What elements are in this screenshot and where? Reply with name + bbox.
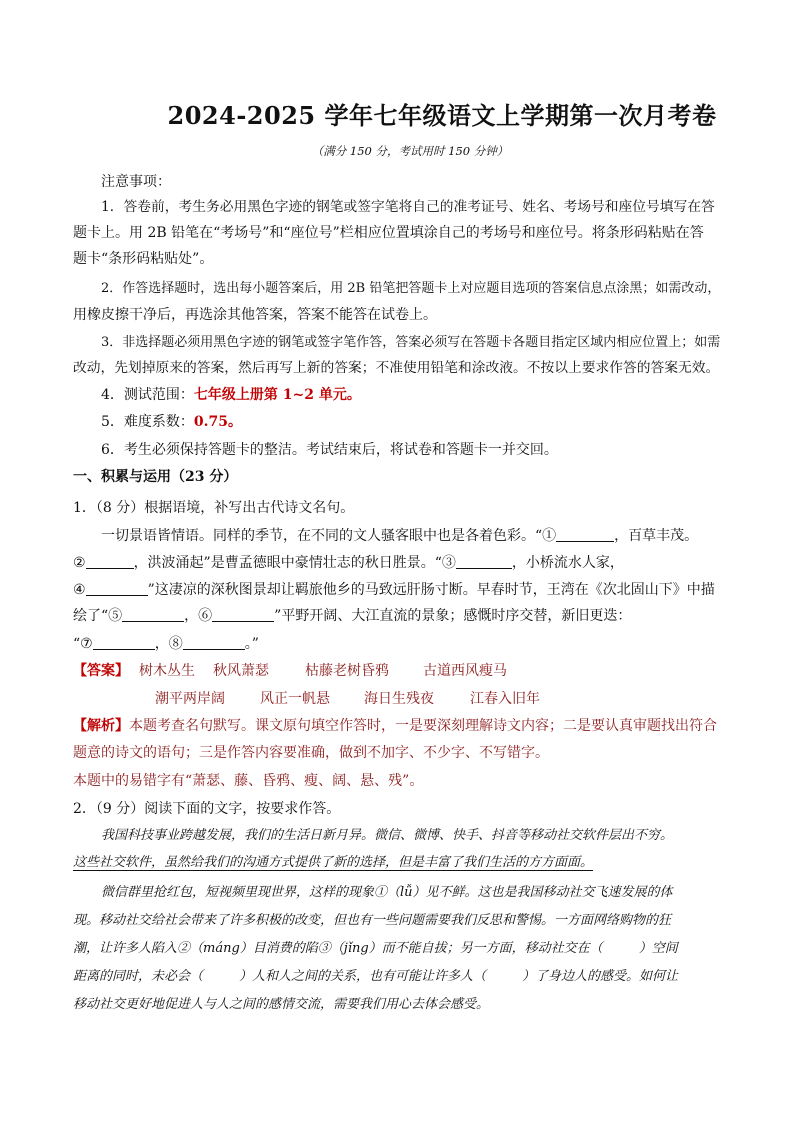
q1-text: 绘了“⑤ [73, 608, 123, 624]
answer-blank-4[interactable] [86, 581, 148, 596]
q1-context-line-5 [73, 634, 723, 654]
answer-item: 秋风萧瑟 [213, 663, 269, 679]
passage-text: ②（máng）目消费的陷 [177, 941, 318, 956]
q1-text: ，小桥流水人家， [511, 555, 624, 571]
q1-text: ，⑥ [184, 608, 213, 624]
q2-passage-line-3 [101, 883, 723, 903]
answer-label: 【答案】 [73, 663, 129, 679]
q1-text: ④ [73, 582, 86, 598]
page-subtitle [0, 143, 794, 159]
q1-text: ，⑧ [154, 636, 183, 652]
q2-passage-line-6 [73, 967, 723, 987]
passage-text: ①（lǚ）见不鲜。这也是我国移动社交飞速发展的体 [374, 885, 673, 900]
q2-passage-line-4: 现。移动社交给社会带来了许多积极的改变，但也有一些问题需要我们反思和警惕。一方面网络购物的狂 [73, 913, 672, 928]
q1-context-line-1 [101, 526, 723, 546]
notice-item-1b: 题卡上。用 2B 铅笔在“考场号”和“座位号”栏相应位置填涂自己的考场号和座位号。将条形码粘贴在答 [73, 225, 704, 241]
notice-item-1c: 题卡“条形码粘贴处”。 [73, 251, 214, 267]
q1-text: “⑦ [73, 636, 93, 652]
answer-item: 海日生残夜 [364, 691, 434, 707]
notice-item-4 [101, 385, 723, 405]
q2-passage-line-7: 移动社交更好地促进人与人之间的感情交流，需要我们用心去体会感受。 [73, 997, 490, 1012]
page-title [0, 96, 794, 131]
passage-text: 距离的同时，未必会（ [73, 969, 204, 984]
q1-answer-row-1 [73, 661, 723, 681]
answer-item: 树木丛生 [139, 663, 195, 679]
difficulty-label: 5．难度系数： [101, 414, 194, 430]
q1-context-line-3 [73, 580, 723, 600]
notice-item-2a: 2．作答选择题时，选出每小题答案后，用 2B 铅笔把答题卡上对应题目选项的答案信息点涂黑；如需改动， [101, 281, 721, 296]
q1-analysis-line-1 [73, 716, 723, 736]
title-text: 2024-2025 学年七年级语文上学期第一次月考卷 [167, 101, 717, 130]
subtitle-text: （满分 150 分，考试用时 150 分钟） [311, 144, 509, 158]
q1-text: 。” [244, 636, 259, 652]
q1-stem: 1．（8 分）根据语境，补写出古代诗文名句。 [73, 500, 355, 516]
passage-text: ）人和人之间的关系，也有可能让许多人（ [239, 969, 487, 984]
notice-item-3b: 改动，先划掉原来的答案，然后再写上新的答案；不准使用铅笔和涂改液。不按以上要求作答的答案无效。 [73, 360, 720, 376]
q1-text: ”这凄凉的深秋图景却让羁旅他乡的马致远肝肠寸断。早春时节，王湾在《次北固山下》中描 [147, 582, 715, 598]
analysis-label: 【解析】 [73, 718, 129, 734]
test-scope-label: 4．测试范围： [101, 387, 194, 403]
notice-item-2b: 用橡皮擦干净后，再选涂其他答案，答案不能答在试卷上。 [73, 307, 437, 323]
q2-stem: 2．（9 分）阅读下面的文字，按要求作答。 [73, 801, 341, 817]
notice-header: 注意事项： [101, 174, 171, 190]
answer-item: 枯藤老树昏鸦 [305, 663, 389, 679]
q1-analysis-line-3: 本题中的易错字有“萧瑟、藤、昏鸦、瘦、阔、悬、残”。 [73, 773, 424, 789]
answer-item: 风正一帆悬 [260, 691, 330, 707]
q2-passage-line-5 [73, 939, 723, 959]
passage-text: 潮，让许多人陷入 [73, 941, 178, 956]
difficulty-value: 0.75。 [193, 414, 243, 430]
answer-item: 江春入旧年 [470, 691, 540, 707]
passage-text: ③（jǐng）而不能自拔；另一方面，移动社交在（ [317, 941, 603, 956]
answer-blank-6[interactable] [212, 607, 274, 622]
q1-text: ② [73, 555, 86, 571]
answer-blank-1[interactable] [556, 527, 614, 542]
answer-item: 潮平两岸阔 [155, 691, 225, 707]
q2-passage-line-1: 我国科技事业跨越发展，我们的生活日新月异。微信、微博、快手、抖音等移动社交软件层出不穷。 [101, 828, 674, 843]
q1-analysis-line-2: 题意的诗文的语句；三是作答内容要准确，做到不加字、不少字、不写错字。 [73, 745, 549, 761]
section-heading: 一、积累与运用（23 分） [73, 469, 238, 485]
passage-text: ）了身边人的感受。如何让 [522, 969, 679, 984]
underlined-sentence: 这些社交软件，虽然给我们的沟通方式提供了新的选择，但是丰富了我们生活的方方面面。 [73, 855, 594, 870]
answer-blank-5[interactable] [122, 607, 184, 622]
q1-text: 一切景语皆情语。同样的季节，在不同的文人骚客眼中也是各着色彩。“① [101, 528, 557, 544]
notice-item-6: 6．考生必须保持答题卡的整洁。考试结束后，将试卷和答题卡一并交回。 [101, 442, 558, 458]
q1-answer-row-2 [155, 689, 794, 709]
passage-text: ）空间 [638, 941, 678, 956]
q1-context-line-2 [73, 553, 723, 573]
answer-blank-7[interactable] [93, 635, 155, 650]
q1-text: ，百草丰茂。 [614, 528, 699, 544]
answer-blank-2[interactable] [86, 554, 134, 569]
q1-context-line-4 [73, 606, 723, 626]
answer-blank-3[interactable] [456, 554, 512, 569]
analysis-text: 本题考查名句默写。课文原句填空作答时，一是要深刻理解诗文内容；二是要认真审题找出符合 [129, 718, 717, 734]
passage-text: 微信群里抢红包，短视频里现世界，这样的现象 [101, 885, 375, 900]
notice-item-5 [101, 412, 723, 432]
notice-item-3a: 3．非选择题必须用黑色字迹的钢笔或签字笔作答，答案必须写在答题卡各题目指定区域内相应位置上；如需 [101, 335, 721, 350]
q2-passage-line-2 [73, 853, 723, 873]
test-scope-value: 七年级上册第 1~2 单元。 [193, 387, 361, 403]
answer-item: 古道西风瘦马 [423, 663, 507, 679]
q1-text: ”平野开阔、大江直流的景象；感慨时序交替，新旧更迭： [274, 608, 632, 624]
notice-item-1a: 1．答卷前，考生务必用黑色字迹的钢笔或签字笔将自己的准考证号、姓名、考场号和座位号填写在答 [101, 199, 715, 215]
answer-blank-8[interactable] [183, 635, 245, 650]
q1-text: ，洪波涌起”是曹孟德眼中豪情壮志的秋日胜景。“③ [133, 555, 456, 571]
